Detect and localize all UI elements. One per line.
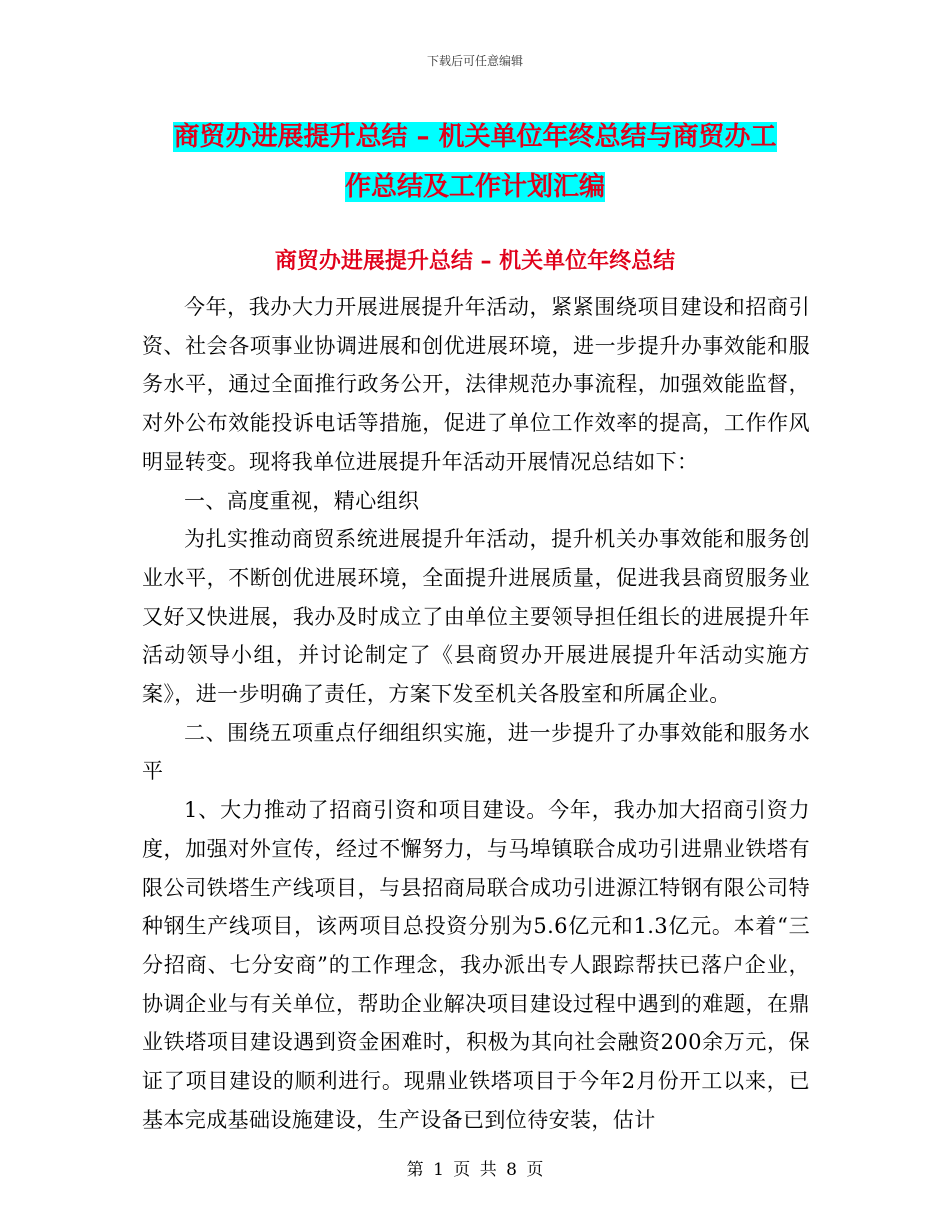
page-header-note: 下载后可任意编辑 xyxy=(426,54,523,68)
paragraph-organization: 为扎实推动商贸系统进展提升年活动，提升机关办事效能和服务创业水平，不断创优进展环境，全面提升进展质量，促进我县商贸服务业又好又快进展，我办及时成立了由单位主要领导担任组长的进展提升年活动领导小组，并讨论制定了《县商贸办开展进展提升年活动实施方案》，进一步明确了责任，方案下发至机关各股室和所属企业。 xyxy=(142,527,810,707)
document-title-line2: 作总结及工作计划汇编 xyxy=(344,172,605,202)
document-title xyxy=(140,112,810,212)
document-title-line1: 商贸办进展提升总结 – 机关单位年终总结与商贸办工 xyxy=(173,122,777,152)
paragraph-intro: 今年，我办大力开展进展提升年活动，紧紧围绕项目建设和招商引资、社会各项事业协调进展和创优进展环境，进一步提升办事效能和服务水平，通过全面推行政务公开，法律规范办事流程，加强效能监督，对外公布效能投诉电话等措施，促进了单位工作效率的提高，工作作风明显转变。现将我单位进展提升年活动开展情况总结如下： xyxy=(142,295,810,474)
section-title: 商贸办进展提升总结 – 机关单位年终总结 xyxy=(274,249,676,274)
paragraph-heading-1: 一、高度重视，精心组织 xyxy=(184,488,420,513)
document-body xyxy=(142,288,810,1139)
page-number: 第 1 页 共 8 页 xyxy=(406,1160,544,1180)
paragraph-heading-2: 二、围绕五项重点仔细组织实施，进一步提升了办事效能和服务水平 xyxy=(142,720,810,784)
paragraph-investment: 1、大力推动了招商引资和项目建设。今年，我办加大招商引资力度，加强对外宣传，经过不懈努力，与马埠镇联合成功引进鼎业铁塔有限公司铁塔生产线项目，与县招商局联合成功引进源江特钢有限公司特种钢生产线项目，该两项目总投资分别为5.6亿元和1.3亿元。本着“三分招商、七分安商”的工作理念，我办派出专人跟踪帮扶已落户企业，协调企业与有关单位，帮助企业解决项目建设过程中遇到的难题，在鼎业铁塔项目建设遇到资金困难时，积极为其向社会融资200余万元，保证了项目建设的顺利进行。现鼎业铁塔项目于今年2月份开工以来，已基本完成基础设施建设，生产设备已到位待安装，估计 xyxy=(142,798,810,1132)
